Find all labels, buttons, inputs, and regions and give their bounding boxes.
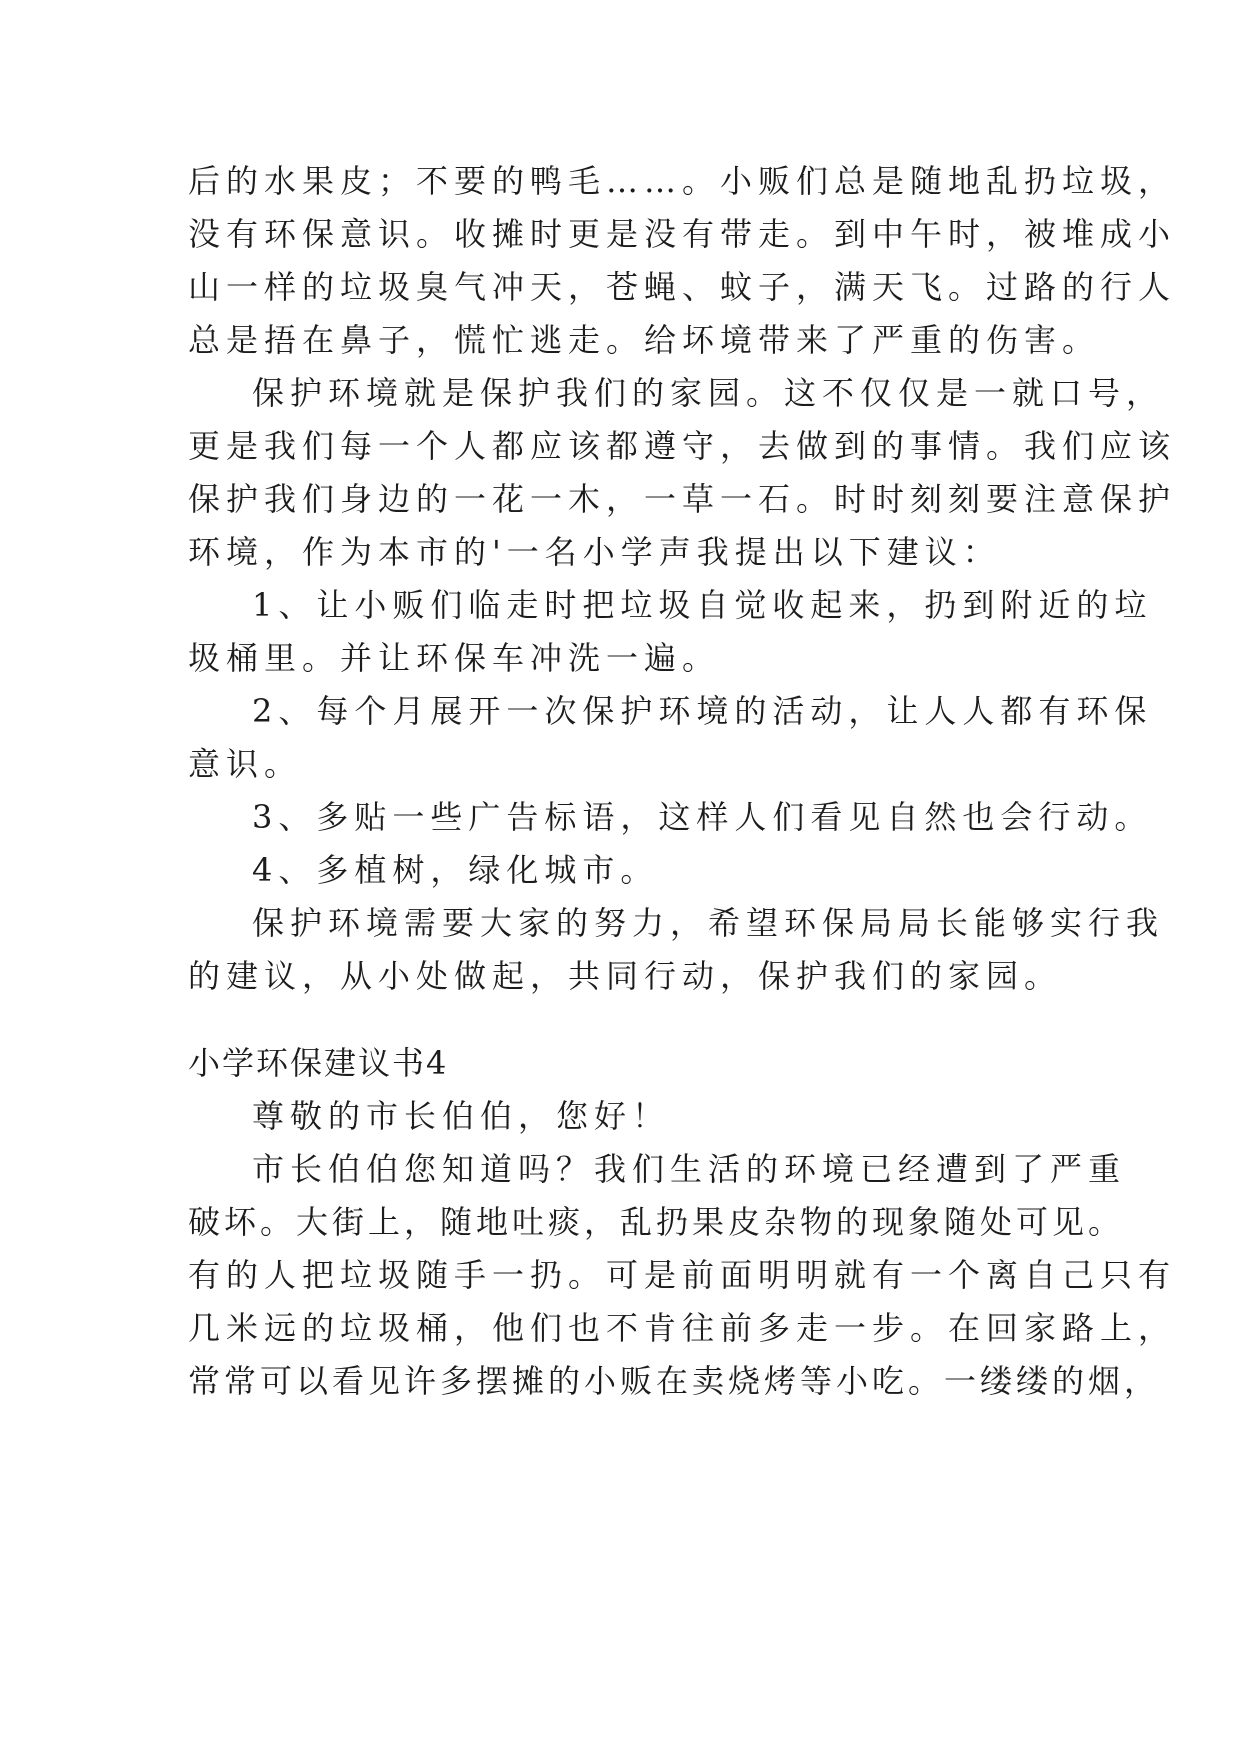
paragraph-2-line-1: 保护环境就是保护我们的家园。这不仅仅是一就口号， (252, 374, 1165, 412)
paragraph-3-line-1: 保护环境需要大家的努力，希望环保局局长能够实行我 (252, 904, 1165, 942)
greeting: 尊敬的市长伯伯，您好！ (252, 1097, 671, 1135)
paragraph-2-line-4: 环境，作为本市的'一名小学声我提出以下建议： (188, 533, 1001, 571)
paragraph-3-line-2: 的建议，从小处做起，共同行动，保护我们的家园。 (188, 957, 1063, 995)
section-title: 小学环保建议书4 (188, 1044, 449, 1082)
paragraph-1-line-3: 山一样的垃圾臭气冲天，苍蝇、蚊子，满天飞。过路的行人 (188, 268, 1177, 306)
suggestion-1-line-2: 圾桶里。并让环保车冲洗一遍。 (188, 639, 721, 677)
paragraph-2-line-3: 保护我们身边的一花一木，一草一石。时时刻刻要注意保护 (188, 480, 1177, 518)
paragraph-4-line-1: 市长伯伯您知道吗？我们生活的环境已经遭到了严重 (252, 1150, 1127, 1188)
suggestion-4-line-1: 4、多植树，绿化城市。 (252, 851, 659, 889)
paragraph-4-line-4: 几米远的垃圾桶，他们也不肯往前多走一步。在回家路上， (188, 1309, 1177, 1347)
paragraph-1-line-4: 总是捂在鼻子，慌忙逃走。给坏境带来了严重的伤害。 (188, 321, 1101, 359)
paragraph-4-line-5: 常常可以看见许多摆摊的小贩在卖烧烤等小吃。一缕缕的烟， (188, 1362, 1161, 1400)
paragraph-4-line-2: 破坏。大街上，随地吐痰，乱扔果皮杂物的现象随处可见。 (188, 1203, 1125, 1241)
paragraph-1-line-2: 没有环保意识。收摊时更是没有带走。到中午时，被堆成小 (188, 215, 1177, 253)
suggestion-3-line-1: 3、多贴一些广告标语，这样人们看见自然也会行动。 (252, 798, 1153, 836)
paragraph-2-line-2: 更是我们每一个人都应该都遵守，去做到的事情。我们应该 (188, 427, 1177, 465)
suggestion-1-line-1: 1、让小贩们临走时把垃圾自觉收起来，扔到附近的垃 (252, 586, 1153, 624)
suggestion-2-line-2: 意识。 (188, 745, 303, 783)
paragraph-4-line-3: 有的人把垃圾随手一扔。可是前面明明就有一个离自己只有 (188, 1256, 1177, 1294)
paragraph-1-line-1: 后的水果皮；不要的鸭毛……。小贩们总是随地乱扔垃圾， (188, 162, 1177, 200)
suggestion-2-line-1: 2、每个月展开一次保护环境的活动，让人人都有环保 (252, 692, 1153, 730)
